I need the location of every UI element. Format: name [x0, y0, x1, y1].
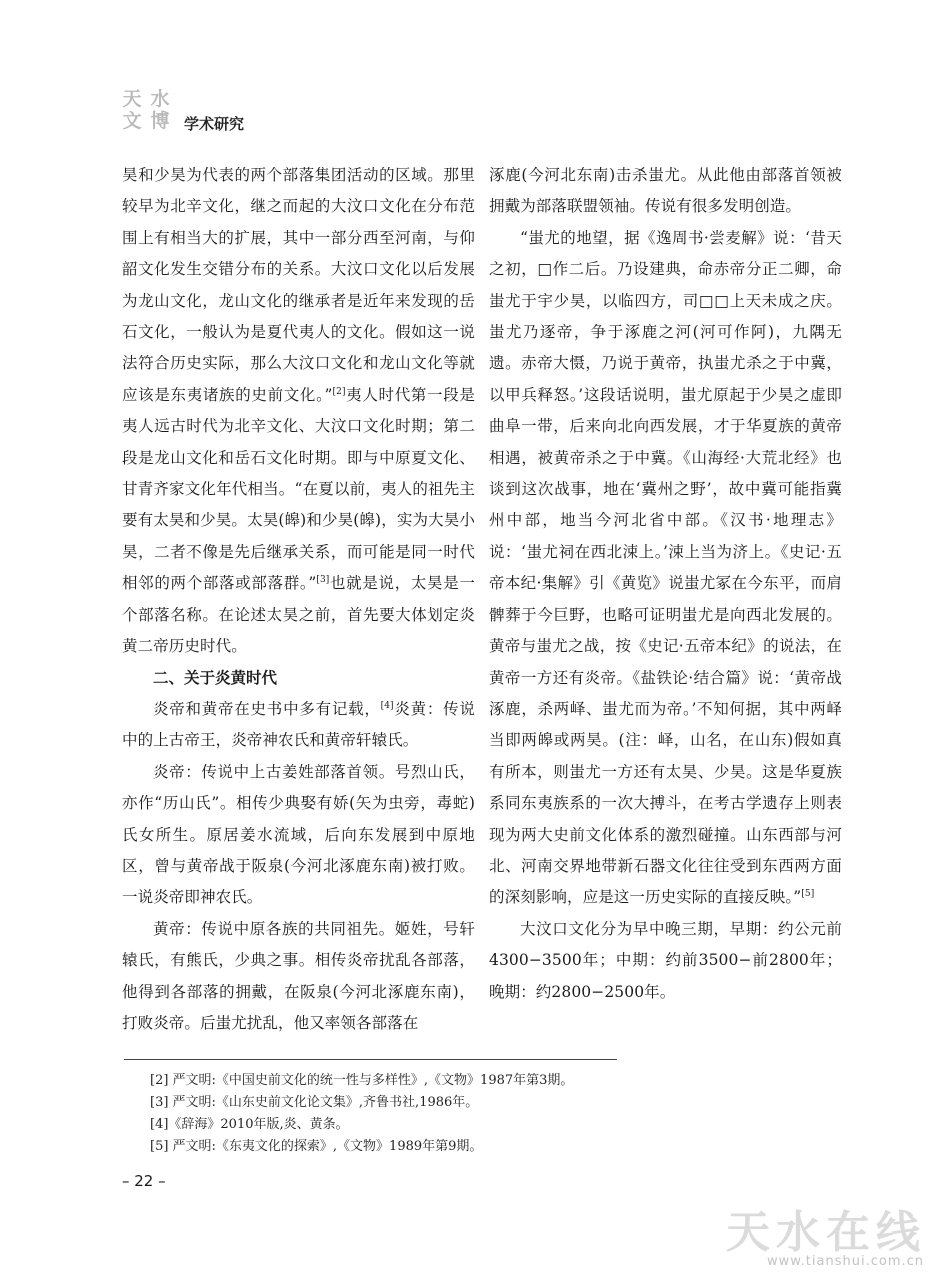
paragraph: 涿鹿(今河北东南)击杀蚩尤。从此他由部落首领被拥戴为部落联盟领袖。传说有很多发明创造。: [489, 166, 842, 216]
logo-char: 文: [122, 110, 142, 132]
section-heading: 二、关于炎黄时代: [153, 668, 278, 687]
journal-logo: [118, 88, 178, 132]
footnote-ref[interactable]: [5]: [801, 889, 815, 900]
right-column: [489, 160, 842, 1008]
footnote-ref[interactable]: [4]: [380, 700, 394, 711]
footnote: [3] 严文明:《山东史前文化论文集》,齐鲁书社,1986年。: [150, 1095, 479, 1110]
watermark-url: www.tianshui.com.cn: [766, 1254, 924, 1269]
logo-char: 博: [150, 110, 170, 132]
paragraph: 黄帝：传说中原各族的共同祖先。姬姓，号轩辕氏，有熊氏，少典之事。相传炎帝扰乱各部落，他得到各部落的拥戴，在阪泉(今河北涿鹿东南)，打败炎帝。后蚩尤扰乱，他又率领各部落在: [122, 919, 475, 1032]
page-number: – 22 –: [122, 1172, 166, 1190]
footnote-ref[interactable]: [3]: [316, 575, 330, 586]
watermark: 天水在线: [726, 1207, 926, 1258]
logo-char: 天: [122, 88, 142, 110]
paragraph: 大汶口文化分为早中晚三期，早期：约公元前4300−3500年；中期：约前3500−前2800年；晚期：约2800−2500年。: [489, 919, 842, 1001]
paragraph: 炎帝：传说中上古姜姓部落首领。号烈山氏，亦作“历山氏”。相传少典娶有娇(矢为虫旁，毒蛇)氏女所生。原居姜水流域，后向东发展到中原地区，曾与黄帝战于阪泉(今河北涿鹿东南)被打败。一说炎帝即神农氏。: [122, 762, 475, 907]
footnote: [5] 严文明:《东夷文化的探索》,《文物》1989年第9期。: [150, 1139, 483, 1154]
logo-char: 水: [150, 88, 170, 110]
paragraph: “蚩尤的地望，据《逸周书·尝麦解》说：‘昔天之初，□作二后。乃设建典，命赤帝分正二卿，命蚩尤于宇少昊，以临四方，司□□上天未成之庆。蚩尤乃逐帝，争于涿鹿之河(河可作阿)，九隅无遗。赤帝大慑，乃说于黄帝，执蚩尤杀之于中冀，以甲兵释怒。’这段话说明，蚩尤原起于少昊之虚即曲阜一带，后来向北向西发展，才于华夏族的黄帝相遇，被黄帝杀之于中冀。《山海经·大荒北经》也谈到这次战事，地在‘冀州之野’，故中冀可能指冀州中部，地当今河北省中部。《汉书·地理志》说：‘蚩尤祠在西北涑上。’涑上当为济上。《史记·五帝本纪·集解》引《黄览》说蚩尤冢在今东平，而肩髀葬于今巨野，也略可证明蚩尤是向西北发展的。黄帝与蚩尤之战，按《史记·五帝本纪》的说法，在黄帝一方还有炎帝。《盐铁论·结合篇》说：‘黄帝战涿鹿，杀两峄、蚩尤而为帝。’不知何据，其中两峄当即两皞或两昊。(注：峄，山名，在山东)假如真有所本，则蚩尤一方还有太昊、少昊。这是华夏族系同东夷族系的一次大搏斗，在考古学遗存上则表现为两大史前文化体系的激烈碰撞。山东西部与河北、河南交界地带新石器文化往往受到东西两方面的深刻影响，应是这一历史实际的直接反映。”[5]: [489, 228, 842, 907]
left-column: [122, 160, 475, 1039]
footnote-divider: [124, 1059, 617, 1060]
footnotes: [150, 1070, 850, 1158]
paragraph: 昊和少昊为代表的两个部落集团活动的区域。那里较早为北辛文化，继之而起的大汶口文化在分布范围上有相当大的扩展，其中一部分西至河南，与仰韶文化发生交错分布的关系。大汶口文化以后发展为龙山文化，龙山文化的继承者是近年来发现的岳石文化，一般认为是夏代夷人的文化。假如这一说法符合历史实际，那么大汶口文化和龙山文化等就应该是东夷诸族的史前文化。”[2]夷人时代第一段是夷人远古时代为北辛文化、大汶口文化时期；第二段是龙山文化和岳石文化时期。即与中原夏文化、甘青齐家文化年代相当。“在夏以前，夷人的祖先主要有太昊和少昊。太昊(皞)和少昊(皞)，实为大昊小昊，二者不像是先后继承关系，而可能是同一时代相邻的两个部落或部落群。”[3]也就是说，太昊是一个部落名称。在论述太昊之前，首先要大体划定炎黄二帝历史时代。: [122, 166, 475, 656]
section-title: 学术研究: [184, 115, 245, 133]
paragraph: 炎帝和黄帝在史书中多有记载，[4]炎黄：传说中的上古帝王，炎帝神农氏和黄帝轩辕氏。: [122, 699, 475, 750]
footnote: [2] 严文明:《中国史前文化的统一性与多样性》,《文物》1987年第3期。: [150, 1073, 574, 1088]
footnote: [4]《辞海》2010年版,炎、黄条。: [150, 1117, 349, 1132]
footnote-ref[interactable]: [2]: [332, 386, 346, 397]
